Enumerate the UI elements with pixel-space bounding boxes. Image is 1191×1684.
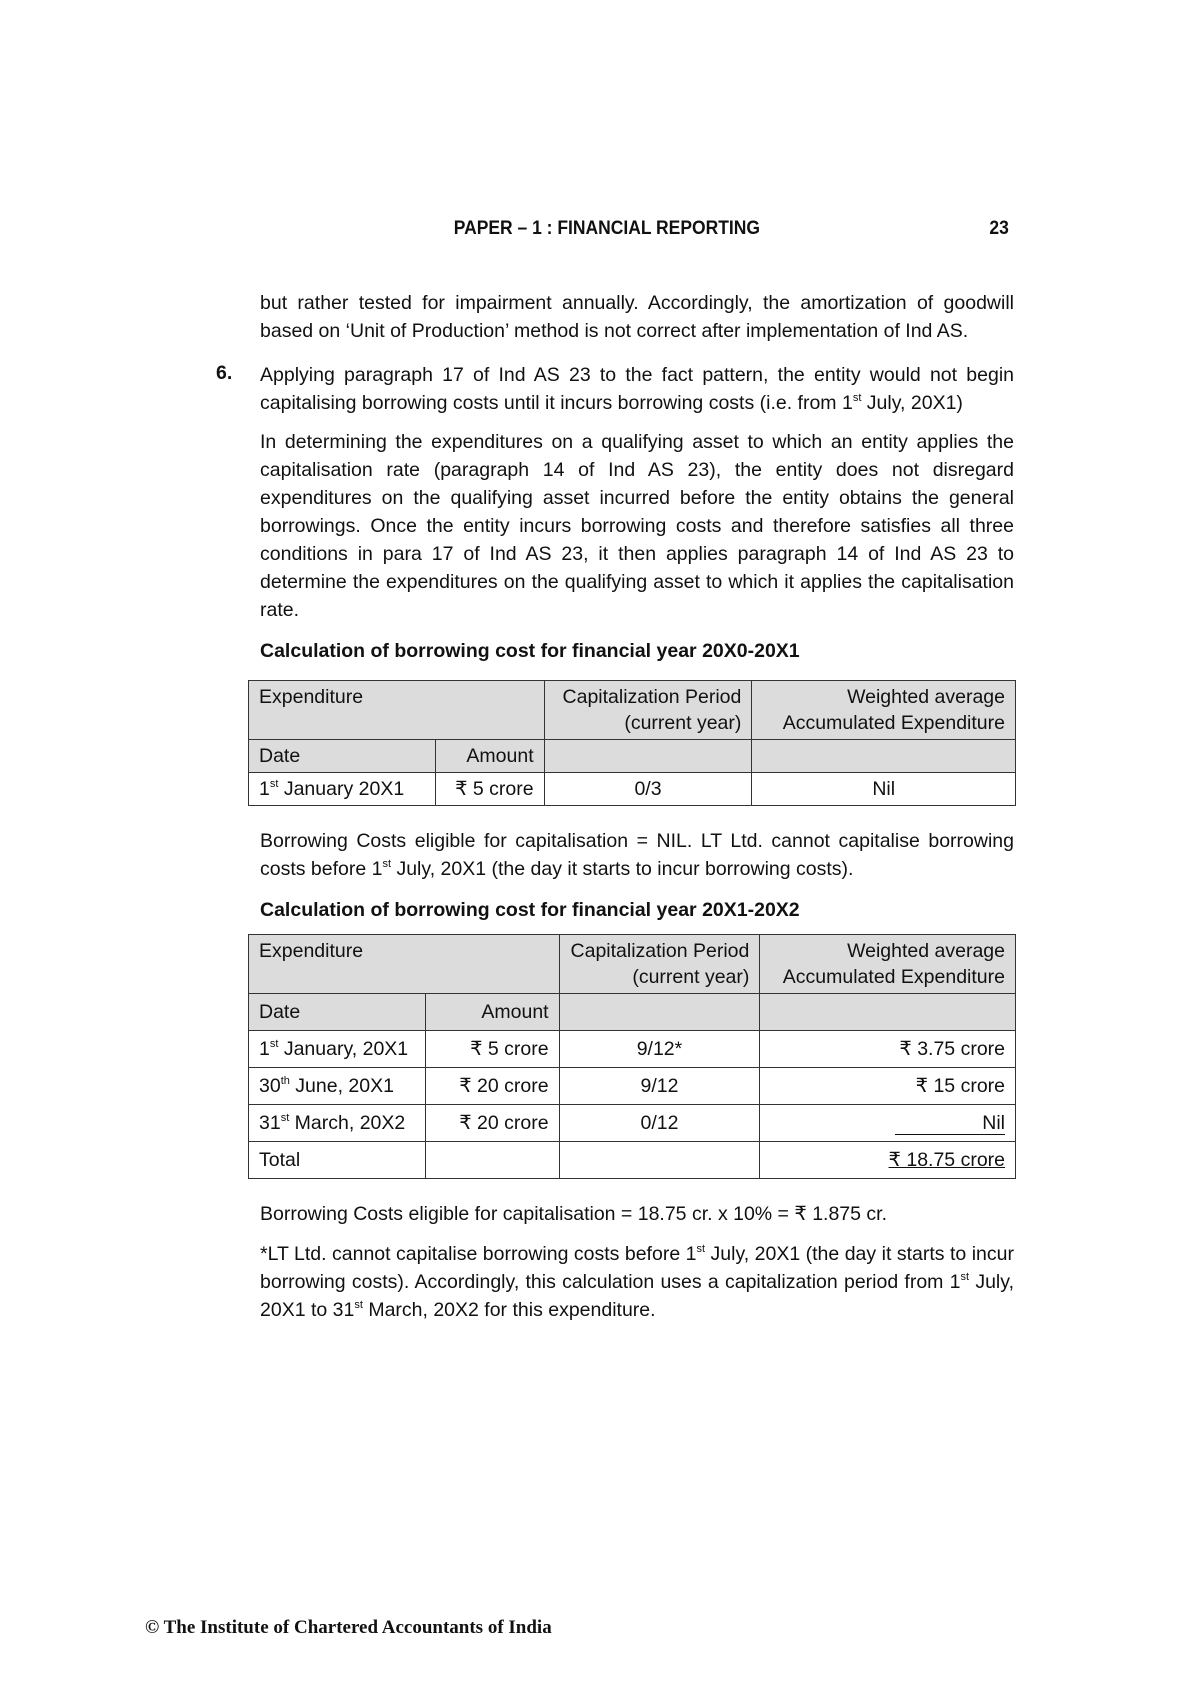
table1-note: Borrowing Costs eligible for capitalisation = NIL. LT Ltd. cannot capitalise borrowing costs before 1st July, 20X1 (the day it starts to incur borrowing costs). xyxy=(260,830,1014,880)
row-date: 1st January, 20X1 xyxy=(249,1031,426,1068)
table1-heading: Calculation of borrowing cost for financial year 20X0-20X1 xyxy=(260,640,800,662)
header-date: Date xyxy=(249,740,436,773)
header-amount: Amount xyxy=(435,740,544,773)
table-row xyxy=(249,1105,1016,1142)
header-date: Date xyxy=(249,994,426,1031)
table-total-row xyxy=(249,1142,1016,1179)
header-expenditure: Expenditure xyxy=(249,935,560,994)
row-date: 30th June, 20X1 xyxy=(249,1068,426,1105)
header-empty-cell xyxy=(760,994,1016,1031)
row-period: 0/12 xyxy=(559,1105,760,1142)
table-subheader-row xyxy=(249,994,1016,1031)
table2-footnote: *LT Ltd. cannot capitalise borrowing costs before 1st July, 20X1 (the day it starts to incur borrowing costs). Accordingly, this calculation uses a capitalization period from 1st July, 20X1 to 31st March, 20X2 for this expenditure. xyxy=(260,1243,1014,1321)
borrowing-cost-table-20x1-20x2 xyxy=(248,934,1016,1179)
total-empty-cell xyxy=(425,1142,559,1179)
row-amount: ₹ 5 crore xyxy=(425,1031,559,1068)
header-capitalization-period: Capitalization Period (current year) xyxy=(544,681,752,740)
nil-underlined: Nil xyxy=(895,1112,1005,1135)
q6-para1-text-a: Applying paragraph 17 of Ind AS 23 to the fact pattern, the entity would not begin capitalising borrowing costs until it incurs borrowing costs (i.e. from 1 xyxy=(260,364,1014,414)
table-header-row xyxy=(249,935,1016,994)
q6-paragraph-2 xyxy=(260,428,1014,624)
copyright-footer: © The Institute of Chartered Accountants of India xyxy=(145,1617,552,1638)
q6-para1-sup: st xyxy=(852,392,862,404)
table-row xyxy=(249,1068,1016,1105)
header-weighted-average: Weighted average Accumulated Expenditure xyxy=(752,681,1016,740)
header-empty-cell xyxy=(544,740,752,773)
row-weighted: ₹ 15 crore xyxy=(760,1068,1016,1105)
table-subheader-row xyxy=(249,740,1016,773)
row-period: 0/3 xyxy=(544,773,752,806)
borrowing-cost-table-20x0-20x1 xyxy=(248,680,1016,806)
table2-heading: Calculation of borrowing cost for financial year 20X1-20X2 xyxy=(260,899,800,921)
intro-line-1: but rather tested for impairment annually. Accordingly, the amortization of goodwill xyxy=(260,292,1014,314)
intro-paragraph xyxy=(260,289,1014,345)
page-header xyxy=(260,218,1009,242)
q6-paragraph-1 xyxy=(260,361,1014,417)
row-weighted: Nil xyxy=(752,773,1016,806)
table2-note: Borrowing Costs eligible for capitalisation = 18.75 cr. x 10% = ₹ 1.875 cr. xyxy=(260,1203,887,1225)
row-amount: ₹ 20 crore xyxy=(425,1105,559,1142)
table-header-row xyxy=(249,681,1016,740)
q6-para1-text-b: July, 20X1) xyxy=(861,392,963,414)
total-label: Total xyxy=(249,1142,426,1179)
q6-para2-text: In determining the expenditures on a qualifying asset to which an entity applies the capitalisation rate (paragraph 14 of Ind AS 23), the entity does not disregard expenditures on the qualifying asset incurred before the entity obtains the general borrowings. Once the entity incurs borrowing costs and therefore satisfies all three conditions in para 17 of Ind AS 23, it then applies paragraph 14 of Ind AS 23 to determine the expenditures on the qualifying asset to which it applies the capitalisation rate. xyxy=(260,431,1014,621)
header-expenditure: Expenditure xyxy=(249,681,545,740)
table-row xyxy=(249,773,1016,806)
row-date: 31st March, 20X2 xyxy=(249,1105,426,1142)
row-amount: ₹ 20 crore xyxy=(425,1068,559,1105)
question-number: 6. xyxy=(216,362,233,384)
header-empty-cell xyxy=(559,994,760,1031)
header-weighted-average: Weighted average Accumulated Expenditure xyxy=(760,935,1016,994)
row-date: 1st January 20X1 xyxy=(249,773,436,806)
total-value: ₹ 18.75 crore xyxy=(760,1142,1016,1179)
row-period: 9/12 xyxy=(559,1068,760,1105)
header-empty-cell xyxy=(752,740,1016,773)
intro-line-2: based on ‘Unit of Production’ method is not correct after implementation of Ind AS. xyxy=(260,320,969,342)
row-amount: ₹ 5 crore xyxy=(435,773,544,806)
header-amount: Amount xyxy=(425,994,559,1031)
total-empty-cell xyxy=(559,1142,760,1179)
page-number: 23 xyxy=(989,218,1009,239)
row-weighted xyxy=(760,1105,1016,1142)
header-title: PAPER – 1 : FINANCIAL REPORTING xyxy=(453,218,760,239)
row-weighted: ₹ 3.75 crore xyxy=(760,1031,1016,1068)
header-capitalization-period: Capitalization Period (current year) xyxy=(559,935,760,994)
table-row xyxy=(249,1031,1016,1068)
row-period: 9/12* xyxy=(559,1031,760,1068)
